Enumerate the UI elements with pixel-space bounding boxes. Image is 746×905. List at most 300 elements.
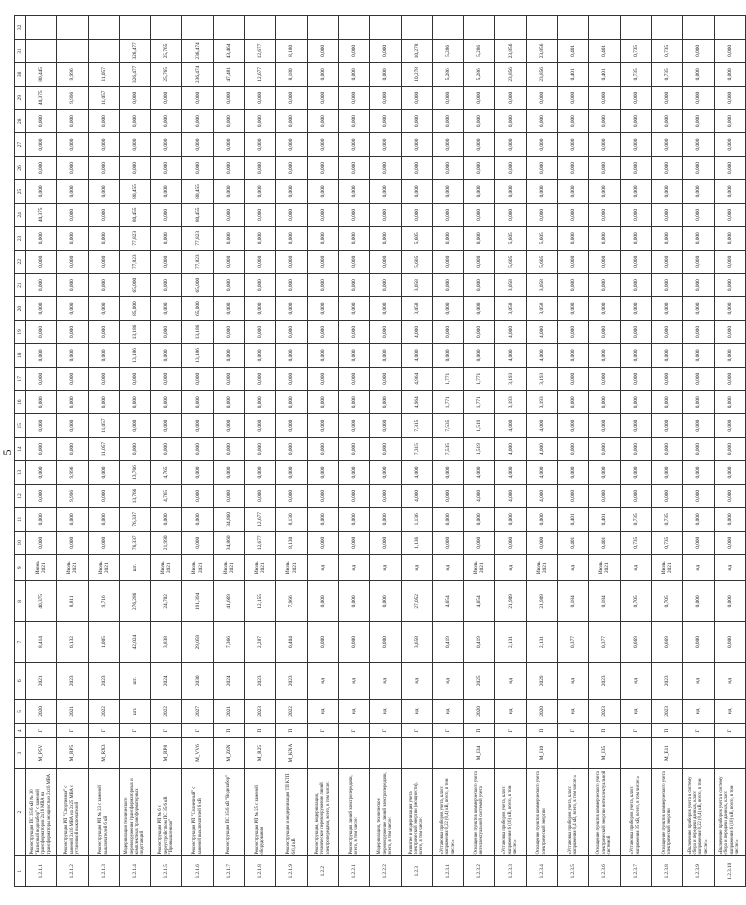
table-cell: 21,909	[526, 581, 557, 622]
table-cell: 0,000	[683, 297, 714, 320]
table-cell: 3,058	[526, 297, 557, 320]
table-cell: 0,000	[213, 156, 244, 179]
column-number: 12	[15, 484, 26, 507]
table-cell: 13,186	[119, 320, 150, 343]
table-cell: 0,000	[276, 344, 307, 367]
table-cell: 0,000	[651, 133, 682, 156]
table-cell: 0,000	[213, 320, 244, 343]
table-cell: 0,000	[26, 156, 57, 179]
table-cell: 0,000	[714, 622, 745, 663]
table-row	[245, 16, 276, 887]
table-cell: 0,000	[182, 508, 213, 531]
table-cell: Г	[307, 724, 338, 738]
table-cell: 0,000	[338, 508, 369, 531]
table-cell: 0,735	[620, 508, 651, 531]
row-description: «Установка приборов учета, класс напряжения 6 (10) кВ, всего, в том числе:»	[495, 768, 526, 856]
row-description: Развитие и модернизация учета электрической энергии (мощности), всего, в том числе:	[401, 768, 432, 856]
table-cell: 0,000	[620, 250, 651, 273]
table-cell: 0,419	[464, 622, 495, 663]
table-row	[182, 16, 213, 887]
table-cell: 0,000	[651, 461, 682, 484]
table-cell: 0,000	[119, 86, 150, 109]
row-number: 1.2.3.8	[651, 856, 682, 887]
table-row	[307, 16, 338, 887]
table-cell: 0,000	[651, 227, 682, 250]
table-cell: 0,000	[245, 437, 276, 460]
table-cell: 0,000	[620, 227, 651, 250]
table-cell: 65,000	[182, 273, 213, 296]
table-cell: 0,000	[26, 391, 57, 414]
table-cell: 276,286	[119, 581, 150, 622]
table-cell: 0,000	[213, 414, 244, 437]
table-cell: 0,000	[119, 156, 150, 179]
table-cell: 5,286	[464, 39, 495, 62]
table-cell: 0,401	[589, 508, 620, 531]
table-cell: 0,000	[464, 203, 495, 226]
table-cell: 0,000	[88, 133, 119, 156]
table-cell: 0,000	[88, 391, 119, 414]
table-cell	[119, 738, 150, 769]
table-cell: 4,964	[401, 391, 432, 414]
table-cell: 0,000	[620, 133, 651, 156]
table-cell: 0,000	[589, 320, 620, 343]
table-cell: Г	[338, 724, 369, 738]
table-cell: 0,000	[432, 508, 463, 531]
table-cell	[526, 16, 557, 40]
table-cell: 0,000	[26, 461, 57, 484]
table-cell: 4,964	[401, 367, 432, 390]
table-cell: 21,909	[495, 581, 526, 622]
table-cell: 0,000	[182, 109, 213, 132]
table-cell	[26, 16, 57, 40]
table-cell: 0,000	[558, 461, 589, 484]
table-cell: Июль 2021	[57, 555, 88, 581]
column-number: 27	[15, 133, 26, 156]
table-cell: 0,000	[57, 414, 88, 437]
table-cell: 11,057	[88, 86, 119, 109]
table-cell: 0,000	[464, 86, 495, 109]
table-cell: 65,000	[119, 273, 150, 296]
table-cell: 0,000	[151, 156, 182, 179]
table-cell: 0,669	[620, 622, 651, 663]
table-cell: 0,000	[26, 484, 57, 507]
table-cell: M_RP5	[57, 738, 88, 769]
table-cell: 23,856	[495, 39, 526, 62]
table-cell: 0,000	[683, 320, 714, 343]
table-cell: 0,000	[57, 203, 88, 226]
table-cell: 0,000	[558, 344, 589, 367]
table-cell: 4,000	[526, 320, 557, 343]
table-cell: 0,000	[401, 86, 432, 109]
row-number: 1.2.1.2	[57, 856, 88, 887]
column-number: 24	[15, 203, 26, 226]
table-cell: 0,000	[526, 531, 557, 554]
table-cell: 4,000	[401, 320, 432, 343]
table-cell: 0,000	[683, 133, 714, 156]
table-cell: 0,000	[57, 109, 88, 132]
table-cell: 0,000	[370, 508, 401, 531]
table-cell: 5,605	[401, 250, 432, 273]
table-cell: 24,702	[151, 581, 182, 622]
table-row	[88, 16, 119, 887]
table-cell: 0,000	[432, 297, 463, 320]
table-cell: 0,735	[620, 39, 651, 62]
table-cell: 0,000	[589, 133, 620, 156]
table-cell: 0,000	[558, 437, 589, 460]
table-cell: M_VV6	[182, 738, 213, 769]
table-cell: 0,000	[307, 227, 338, 250]
table-cell: 0,000	[620, 109, 651, 132]
table-cell: 0,000	[432, 109, 463, 132]
table-cell: 0,000	[338, 180, 369, 203]
table-cell: 2,131	[526, 622, 557, 663]
table-cell: 0,000	[151, 109, 182, 132]
table-cell: 0,000	[526, 203, 557, 226]
table-row	[495, 16, 526, 887]
table-cell: 8,130	[276, 531, 307, 554]
table-row	[276, 16, 307, 887]
table-cell: нд	[495, 699, 526, 723]
table-cell: 40,375	[26, 203, 57, 226]
table-cell: 0,000	[558, 297, 589, 320]
table-cell: 0,000	[714, 344, 745, 367]
table-cell: 77,823	[182, 250, 213, 273]
table-cell: 12,677	[245, 531, 276, 554]
table-cell: П	[276, 724, 307, 738]
table-cell: 4,000	[464, 484, 495, 507]
table-cell: 0,000	[119, 437, 150, 460]
table-cell: нд	[338, 555, 369, 581]
table-cell: 0,000	[370, 227, 401, 250]
table-cell: 1,771	[432, 391, 463, 414]
table-cell: 0,401	[589, 531, 620, 554]
table-cell: 2023	[651, 699, 682, 723]
table-cell: 0,000	[151, 227, 182, 250]
table-cell	[432, 16, 463, 40]
table-cell: нд	[307, 699, 338, 723]
table-cell: 0,000	[589, 273, 620, 296]
table-cell: 0,000	[88, 367, 119, 390]
row-description: Реконструкция РП "Спортивная" с заменой 2х16 МВА на 2х25 МВА с установкой выключателей	[57, 768, 88, 856]
table-cell: 0,000	[558, 203, 589, 226]
table-cell: 0,000	[307, 367, 338, 390]
table-cell	[338, 738, 369, 769]
table-cell: 0,000	[245, 297, 276, 320]
row-number: 1.2.2	[307, 856, 338, 887]
table-cell: нд	[401, 662, 432, 699]
table-row	[338, 16, 369, 887]
investment-program-table	[14, 15, 746, 887]
table-cell: 0,000	[338, 531, 369, 554]
table-cell: Г	[57, 724, 88, 738]
column-number: 20	[15, 297, 26, 320]
table-cell: 0,000	[714, 391, 745, 414]
table-cell: 0,000	[683, 461, 714, 484]
table-cell: 0,000	[683, 156, 714, 179]
table-cell: 0,000	[88, 484, 119, 507]
table-cell: 2022	[151, 699, 182, 723]
table-cell: 0,000	[307, 109, 338, 132]
table-cell: 0,000	[88, 508, 119, 531]
table-cell: 0,000	[151, 250, 182, 273]
table-cell: 0,000	[88, 180, 119, 203]
table-cell: нд	[338, 662, 369, 699]
table-cell: 77,823	[182, 227, 213, 250]
table-cell: 21,990	[151, 531, 182, 554]
table-cell: 0,000	[526, 156, 557, 179]
table-cell: 0,000	[370, 273, 401, 296]
table-cell: 0,000	[464, 227, 495, 250]
table-cell: 2025	[464, 662, 495, 699]
table-cell: 7,366	[213, 622, 244, 663]
table-cell: 0,000	[57, 180, 88, 203]
header-row	[15, 16, 26, 887]
table-cell: 0,000	[307, 250, 338, 273]
table-cell: 5,605	[526, 250, 557, 273]
table-cell: 0,000	[370, 203, 401, 226]
table-cell: 0,000	[151, 320, 182, 343]
table-cell: 7,966	[276, 581, 307, 622]
table-cell: 0,000	[714, 320, 745, 343]
table-cell: 4,000	[526, 437, 557, 460]
table-cell: нд	[558, 699, 589, 723]
table-cell: 2023	[88, 662, 119, 699]
table-cell: 0,000	[213, 86, 244, 109]
table-cell: 0,000	[714, 367, 745, 390]
table-cell: 0,000	[338, 437, 369, 460]
table-cell: 0,132	[57, 622, 88, 663]
table-cell: 0,000	[245, 391, 276, 414]
table-cell: нд	[338, 699, 369, 723]
table-cell: 5,286	[432, 63, 463, 86]
table-cell: 0,000	[714, 180, 745, 203]
table-cell	[57, 39, 88, 62]
table-cell: 0,000	[620, 297, 651, 320]
table-cell: 0,000	[464, 273, 495, 296]
table-cell: 0,000	[276, 86, 307, 109]
table-cell: 0,000	[370, 414, 401, 437]
table-cell: 0,000	[213, 297, 244, 320]
table-cell: Г	[432, 724, 463, 738]
table-cell: 0,000	[276, 109, 307, 132]
table-cell: 0,000	[26, 344, 57, 367]
column-number: 11	[15, 508, 26, 531]
table-cell: 13,766	[119, 461, 150, 484]
table-cell: 0,000	[119, 414, 150, 437]
table-cell: нд	[370, 555, 401, 581]
table-cell: нд	[432, 699, 463, 723]
table-cell: 0,000	[370, 109, 401, 132]
table-cell: 0,000	[57, 273, 88, 296]
table-cell: шт.	[119, 699, 150, 723]
table-cell	[683, 16, 714, 40]
table-cell: 0,000	[276, 273, 307, 296]
table-cell: 0,000	[432, 203, 463, 226]
table-cell: 4,765	[151, 484, 182, 507]
table-cell: 2023	[245, 699, 276, 723]
table-cell: 0,000	[683, 367, 714, 390]
table-cell: 29,059	[182, 622, 213, 663]
table-cell: 0,000	[683, 250, 714, 273]
table-cell: 0,000	[182, 156, 213, 179]
row-number: 1.2.3.7	[620, 856, 651, 887]
table-cell: 0,000	[182, 531, 213, 554]
table-cell: Г	[26, 724, 57, 738]
table-cell: 0,000	[714, 39, 745, 62]
table-cell: 0,000	[276, 461, 307, 484]
table-cell: 0,000	[307, 622, 338, 663]
column-number: 28	[15, 109, 26, 132]
table-cell: 0,000	[370, 63, 401, 86]
table-cell: 0,000	[151, 344, 182, 367]
table-cell: 12,677	[245, 508, 276, 531]
table-cell: 0,000	[589, 203, 620, 226]
table-cell: 13,186	[182, 344, 213, 367]
table-cell: 0,000	[464, 320, 495, 343]
table-cell: 0,000	[338, 391, 369, 414]
table-cell: 76,337	[119, 508, 150, 531]
table-cell: 0,000	[683, 508, 714, 531]
table-cell: Июнь 2021	[26, 555, 57, 581]
row-number: 1.2.1.8	[245, 856, 276, 887]
column-number: 3	[15, 738, 26, 769]
row-description: Реконструкция РП № 25 с заменой оборудования	[245, 768, 276, 856]
table-cell: 0,000	[714, 461, 745, 484]
table-cell: 0,705	[620, 581, 651, 622]
table-cell: 0,000	[589, 414, 620, 437]
table-cell: 0,000	[558, 391, 589, 414]
table-cell: 4,000	[495, 344, 526, 367]
table-cell: нд	[370, 662, 401, 699]
table-cell: 0,000	[151, 180, 182, 203]
table-cell: 2020	[26, 699, 57, 723]
row-number: 1.2.3	[401, 856, 432, 887]
row-description: Реконструкция РП № 6 с переустройством ПС 35/6 кВ "Промышленная"	[151, 768, 182, 856]
column-number: 13	[15, 461, 26, 484]
table-cell: 0,000	[245, 461, 276, 484]
table-cell: 0,000	[307, 156, 338, 179]
table-cell: Г	[495, 724, 526, 738]
table-cell: П	[213, 724, 244, 738]
column-number: 32	[15, 16, 26, 40]
table-cell	[307, 738, 338, 769]
table-cell: 0,000	[26, 320, 57, 343]
table-cell: 1,771	[464, 367, 495, 390]
table-cell: 0,000	[651, 109, 682, 132]
table-cell: 4,000	[526, 414, 557, 437]
table-cell: 0,000	[276, 414, 307, 437]
table-cell: 0,401	[558, 531, 589, 554]
table-cell: 0,000	[151, 273, 182, 296]
table-cell: 0,735	[651, 39, 682, 62]
table-cell: 0,000	[57, 508, 88, 531]
table-cell: 0,000	[338, 367, 369, 390]
table-cell: Г	[683, 724, 714, 738]
table-cell: 3,058	[495, 297, 526, 320]
row-number: 1.2.2.1	[338, 856, 369, 887]
table-cell: 0,000	[464, 109, 495, 132]
table-cell: 0,000	[182, 86, 213, 109]
table-cell: 0,000	[338, 297, 369, 320]
table-cell: 0,000	[432, 320, 463, 343]
table-cell: 80,455	[182, 180, 213, 203]
table-cell: 0,000	[558, 156, 589, 179]
table-cell: 0,000	[620, 156, 651, 179]
table-row	[432, 16, 463, 887]
table-cell: 0,000	[151, 414, 182, 437]
table-cell: 0,000	[307, 133, 338, 156]
table-row	[558, 16, 589, 887]
table-cell: 0,000	[558, 133, 589, 156]
table-cell: 0,000	[401, 156, 432, 179]
table-cell: 7,535	[432, 437, 463, 460]
table-cell: 0,000	[26, 508, 57, 531]
table-cell: 0,000	[151, 203, 182, 226]
row-description: Оснащение пунктов коммерческого учета интеллектуальной системой учета	[464, 768, 495, 856]
table-cell	[589, 16, 620, 40]
column-number: 18	[15, 344, 26, 367]
table-cell: 0,000	[558, 367, 589, 390]
table-cell: 0,000	[276, 391, 307, 414]
table-row	[119, 16, 150, 887]
table-row	[714, 16, 745, 887]
page-number: 5	[0, 449, 14, 456]
table-cell: 0,000	[307, 461, 338, 484]
table-cell: 0,000	[151, 367, 182, 390]
table-cell: 2023	[589, 662, 620, 699]
table-cell: 1,136	[401, 531, 432, 554]
table-cell: нд	[495, 662, 526, 699]
table-cell: 0,000	[651, 156, 682, 179]
table-cell: 1,136	[401, 508, 432, 531]
table-cell: 40,375	[26, 86, 57, 109]
table-cell: 0,000	[589, 297, 620, 320]
table-cell: нд	[683, 662, 714, 699]
table-cell: Июль 2021	[213, 555, 244, 581]
table-cell	[276, 16, 307, 40]
table-cell: 0,735	[620, 63, 651, 86]
table-cell: 0,000	[370, 344, 401, 367]
table-cell: нд	[558, 662, 589, 699]
table-cell: нд	[432, 555, 463, 581]
table-cell: 5,605	[526, 227, 557, 250]
table-cell: шт.	[119, 555, 150, 581]
table-cell: 0,000	[651, 180, 682, 203]
table-cell: 0,000	[88, 250, 119, 273]
table-cell: 0,000	[26, 250, 57, 273]
table-cell: Июль 2021	[151, 555, 182, 581]
table-cell: 0,000	[245, 484, 276, 507]
table-cell: 0,000	[57, 320, 88, 343]
table-cell: 0,000	[307, 273, 338, 296]
table-cell: 0,000	[57, 250, 88, 273]
table-cell: 0,419	[432, 622, 463, 663]
table-cell: 0,000	[683, 344, 714, 367]
table-cell: 0,000	[307, 86, 338, 109]
table-cell: 0,000	[338, 203, 369, 226]
table-cell: 0,000	[26, 437, 57, 460]
table-cell: 0,000	[276, 484, 307, 507]
row-description: Оснащение пунктов коммерческого учета электрической энергии интеллектуальной системой	[589, 768, 620, 856]
table-cell: 0,000	[119, 109, 150, 132]
table-cell: 0,000	[307, 297, 338, 320]
table-cell: 0,000	[683, 109, 714, 132]
table-cell: 0,000	[307, 484, 338, 507]
table-cell: 0,000	[245, 156, 276, 179]
table-cell: нд	[714, 699, 745, 723]
table-cell	[370, 16, 401, 40]
table-cell: нд	[620, 555, 651, 581]
